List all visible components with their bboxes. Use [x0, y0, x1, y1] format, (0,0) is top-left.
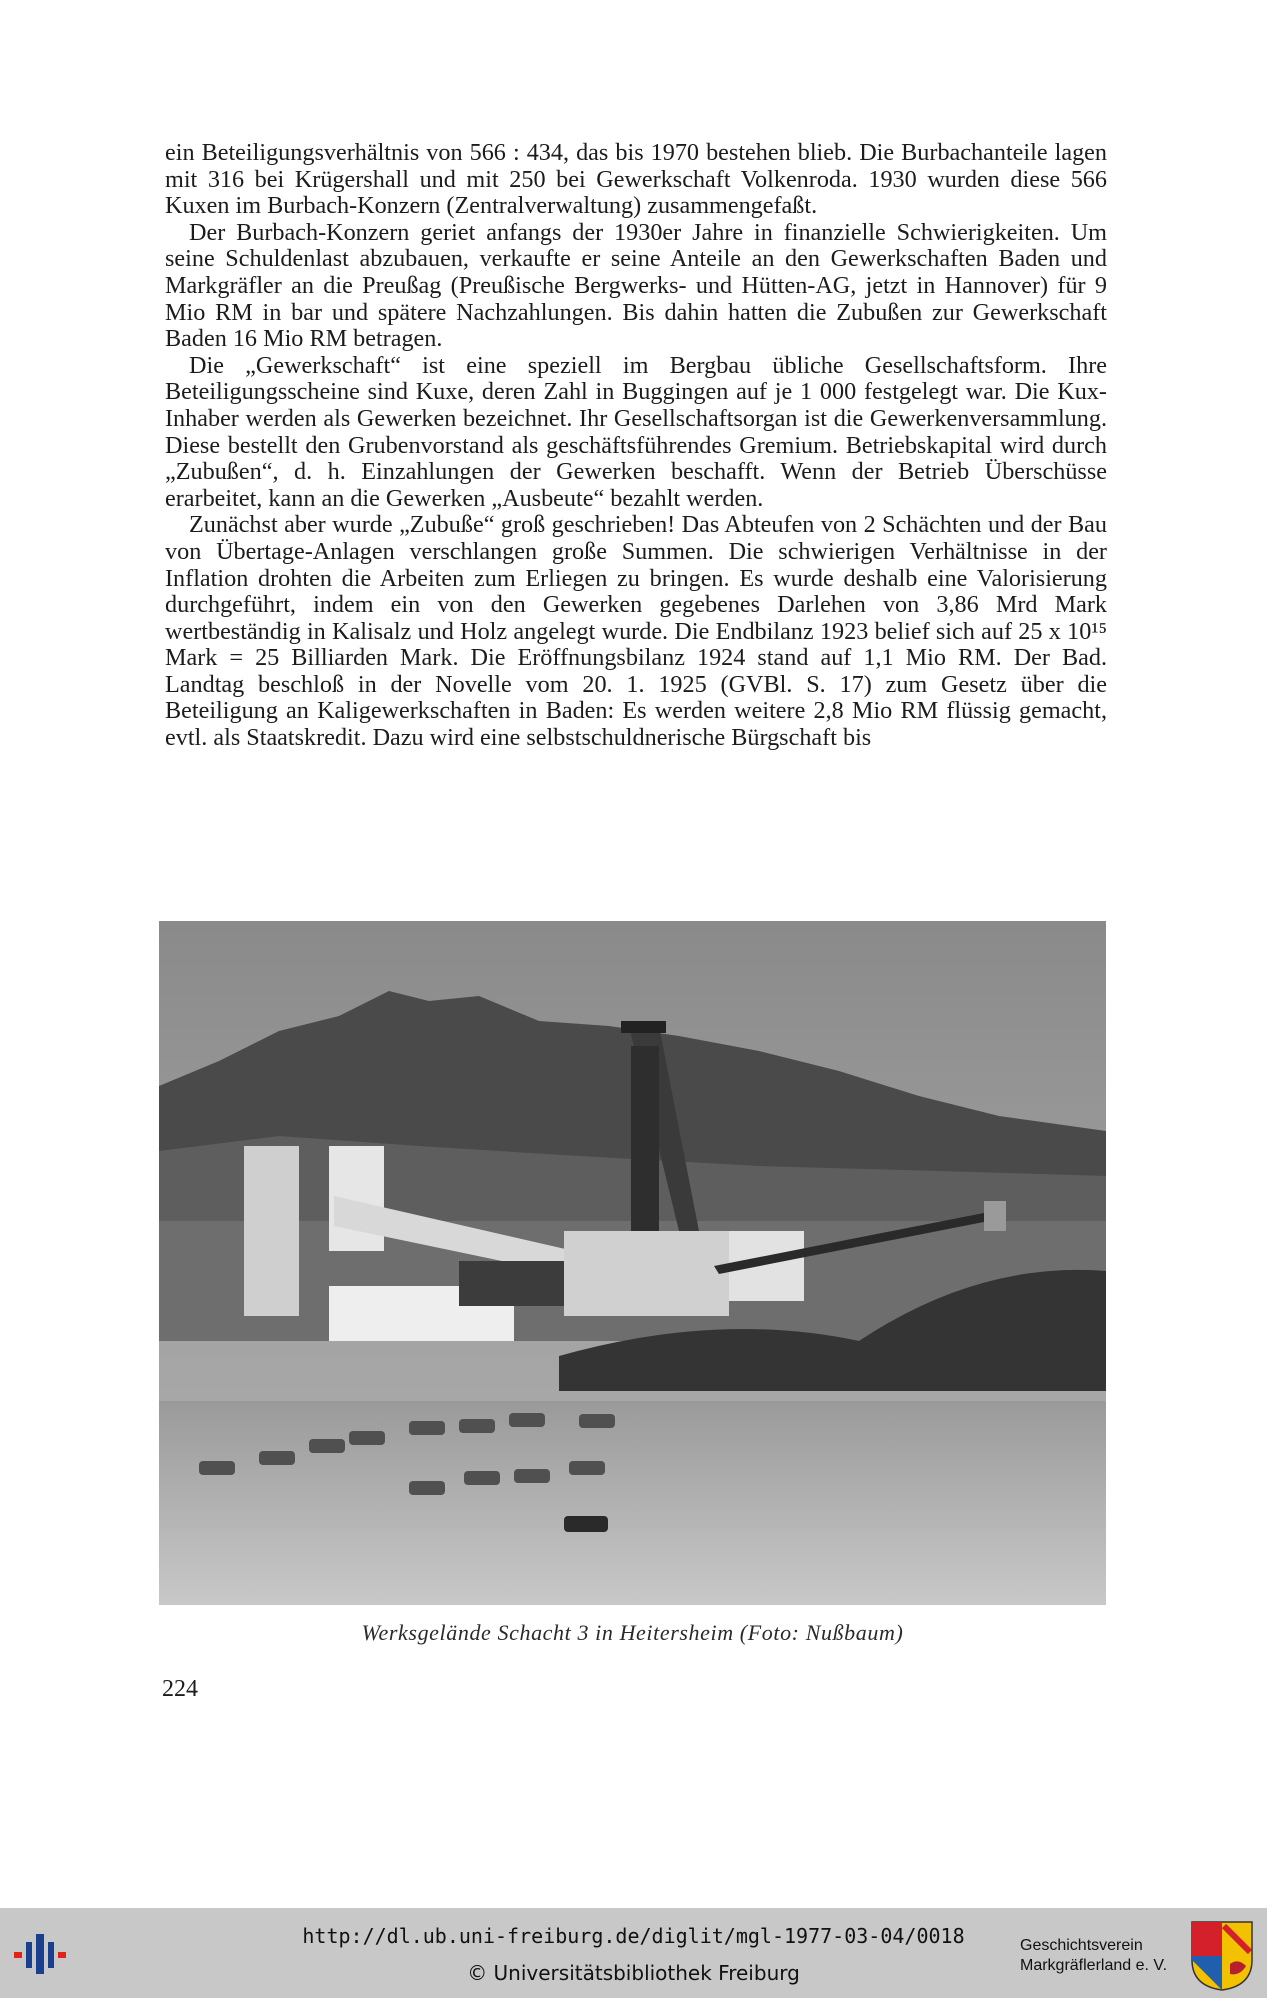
footer-url-link[interactable]: http://dl.ub.uni-freiburg.de/diglit/mgl-1977-03-04/0018 — [302, 1924, 965, 1948]
footer-copyright: © Universitätsbibliothek Freiburg — [467, 1961, 800, 1985]
mine-site-photo — [159, 921, 1106, 1605]
footer-bar — [0, 1908, 1267, 1998]
coat-of-arms-icon[interactable] — [1190, 1920, 1254, 1992]
figure-caption: Werksgelände Schacht 3 in Heitersheim (Foto: Nußbaum) — [361, 1620, 904, 1645]
society-line-2: Markgräflerland e. V. — [1020, 1957, 1168, 1974]
society-name — [1020, 1936, 1190, 1976]
paragraph-3: Die „Gewerkschaft“ ist eine speziell im Bergbau übliche Gesellschaftsform. Ihre Beteiligungsscheine sind Kuxe, deren Zahl in Buggingen auf je 1 000 festgelegt war. Die Kux-Inhaber werden als Gewerken bezeichnet. Ihr Gesellschaftsorgan ist die Gewerkenversammlung. Diese bestellt den Grubenvorstand als geschäftsführendes Gremium. Betriebskapital wird durch „Zubußen“, d. h. Einzahlungen der Gewerken beschafft. Wenn der Betrieb Überschüsse erarbeitet, kann an die Gewerken „Ausbeute“ bezahlt werden. — [165, 351, 1107, 512]
paragraph-2: Der Burbach-Konzern geriet anfangs der 1930er Jahre in finanzielle Schwierigkeiten. Um seine Schuldenlast abzubauen, verkaufte er seine Anteile an den Gewerkschaften Baden und Markgräfler an die Preußag (Preußische Bergwerks- und Hütten-AG, jetzt in Hannover) für 9 Mio RM in bar und spätere Nachzahlungen. Bis dahin hatten die Zubußen zur Gewerkschaft Baden 16 Mio RM betragen. — [165, 218, 1107, 353]
page-number: 224 — [162, 1676, 198, 1702]
society-line-1: Geschichtsverein — [1020, 1937, 1143, 1954]
paragraph-4: Zunächst aber wurde „Zubuße“ groß geschrieben! Das Abteufen von 2 Schächten und der Bau von Übertage-Anlagen verschlangen große Summen. Die schwierigen Verhältnisse in der Inflation drohten die Arbeiten zum Erliegen zu bringen. Es wurde deshalb eine Valorisierung durchgeführt, indem ein von den Gewerken gegebenes Darlehen von 3,86 Mrd Mark wertbeständig in Kalisalz und Holz angelegt wurde. Die Endbilanz 1923 belief sich auf 25 x 10¹⁵ Mark = 25 Billiarden Mark. Die Eröffnungsbilanz 1924 stand auf 1,1 Mio RM. Der Bad. Landtag beschloß in der Novelle vom 20. 1. 1925 (GVBl. S. 17) zum Gesetz über die Beteiligung an Kaligewerkschaften in Baden: Es werden weitere 2,8 Mio RM flüssig gemacht, evtl. als Staatskredit. Dazu wird eine selbstschuldnerische Bürgschaft bis — [165, 511, 1107, 752]
main-text — [165, 140, 1107, 752]
paragraph-1: ein Beteiligungsverhältnis von 566 : 434, das bis 1970 bestehen blieb. Die Burbachanteile lagen mit 316 bei Krügershall und mit 250 bei Gewerkschaft Volkenroda. 1930 wurden diese 566 Kuxen im Burbach-Konzern (Zentralverwaltung) zusammengefaßt. — [165, 139, 1107, 220]
